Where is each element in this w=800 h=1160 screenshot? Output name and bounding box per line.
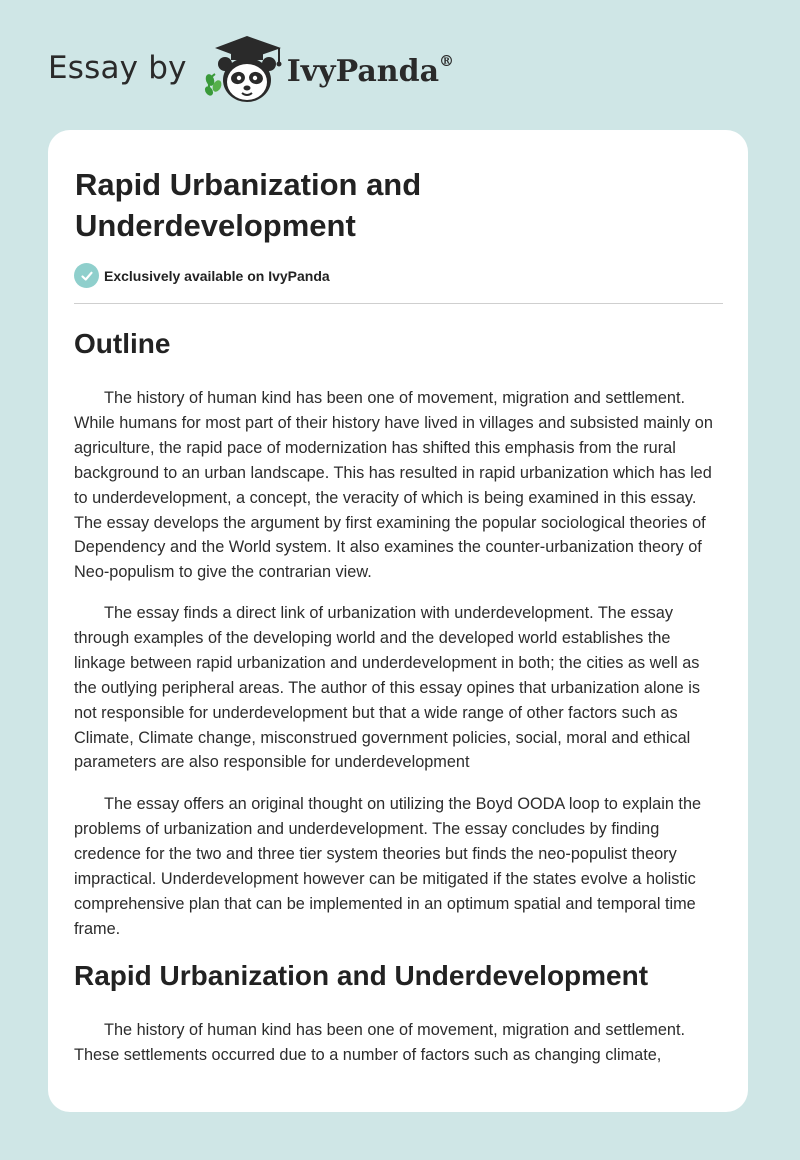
panda-graduate-icon[interactable] xyxy=(201,34,291,106)
divider xyxy=(74,303,723,304)
page-title: Rapid Urbanization and Underdevelopment xyxy=(75,167,422,243)
check-circle-icon xyxy=(74,263,99,288)
essay-card xyxy=(48,130,748,1112)
leaf-icon xyxy=(203,73,223,97)
brand-name: IvyPanda® xyxy=(286,51,455,89)
exclusive-badge xyxy=(74,263,330,288)
paragraph: The essay offers an original thought on utilizing the Boyd OODA loop to explain the problems of urbanization and underdevelopment. The essay concludes by finding credence for the two and three tier system theories but finds the neo-populist theory impractical. Underdevelopment however can be mitigated if the states evolve a holistic comprehensive plan that can be implemented in an optimum spatial and temporal time frame. xyxy=(74,795,702,938)
site-header xyxy=(48,34,454,106)
brand-prefix: Essay by xyxy=(48,50,187,86)
paragraph: The history of human kind has been one of movement, migration and settlement. These settlements occurred due to a number of factors such as changing climate, xyxy=(74,1021,686,1064)
section-heading-main: Rapid Urbanization and Underdevelopment xyxy=(74,960,649,991)
paragraph: The essay finds a direct link of urbanization with underdevelopment. The essay through examples of the developing world and the developed world establishes the linkage between rapid urbanization and underdevelopment in both; the cities as well as the outlying peripheral areas. The author of this essay opines that urbanization alone is not responsible for underdevelopment but that a wide range of other factors such as Climate, Climate change, misconstrued government policies, social, moral and ethical parameters are also responsible for underdevelopment xyxy=(74,604,701,772)
paragraph: The history of human kind has been one of movement, migration and settlement. While humans for most part of their history have lived in villages and subsisted mainly on agriculture, the rapid pace of modernization has shifted this emphasis from the rural background to an urban landscape. This has resulted in rapid urbanization which has led to underdevelopment, a concept, the veracity of which is being examined in this essay. The essay develops the argument by first examining the popular sociological theories of Dependency and the World system. It also examines the counter-urbanization theory of Neo-populism to give the contrarian view. xyxy=(74,389,713,582)
badge-text: Exclusively available on IvyPanda xyxy=(104,267,330,284)
section-heading-outline: Outline xyxy=(74,328,171,359)
